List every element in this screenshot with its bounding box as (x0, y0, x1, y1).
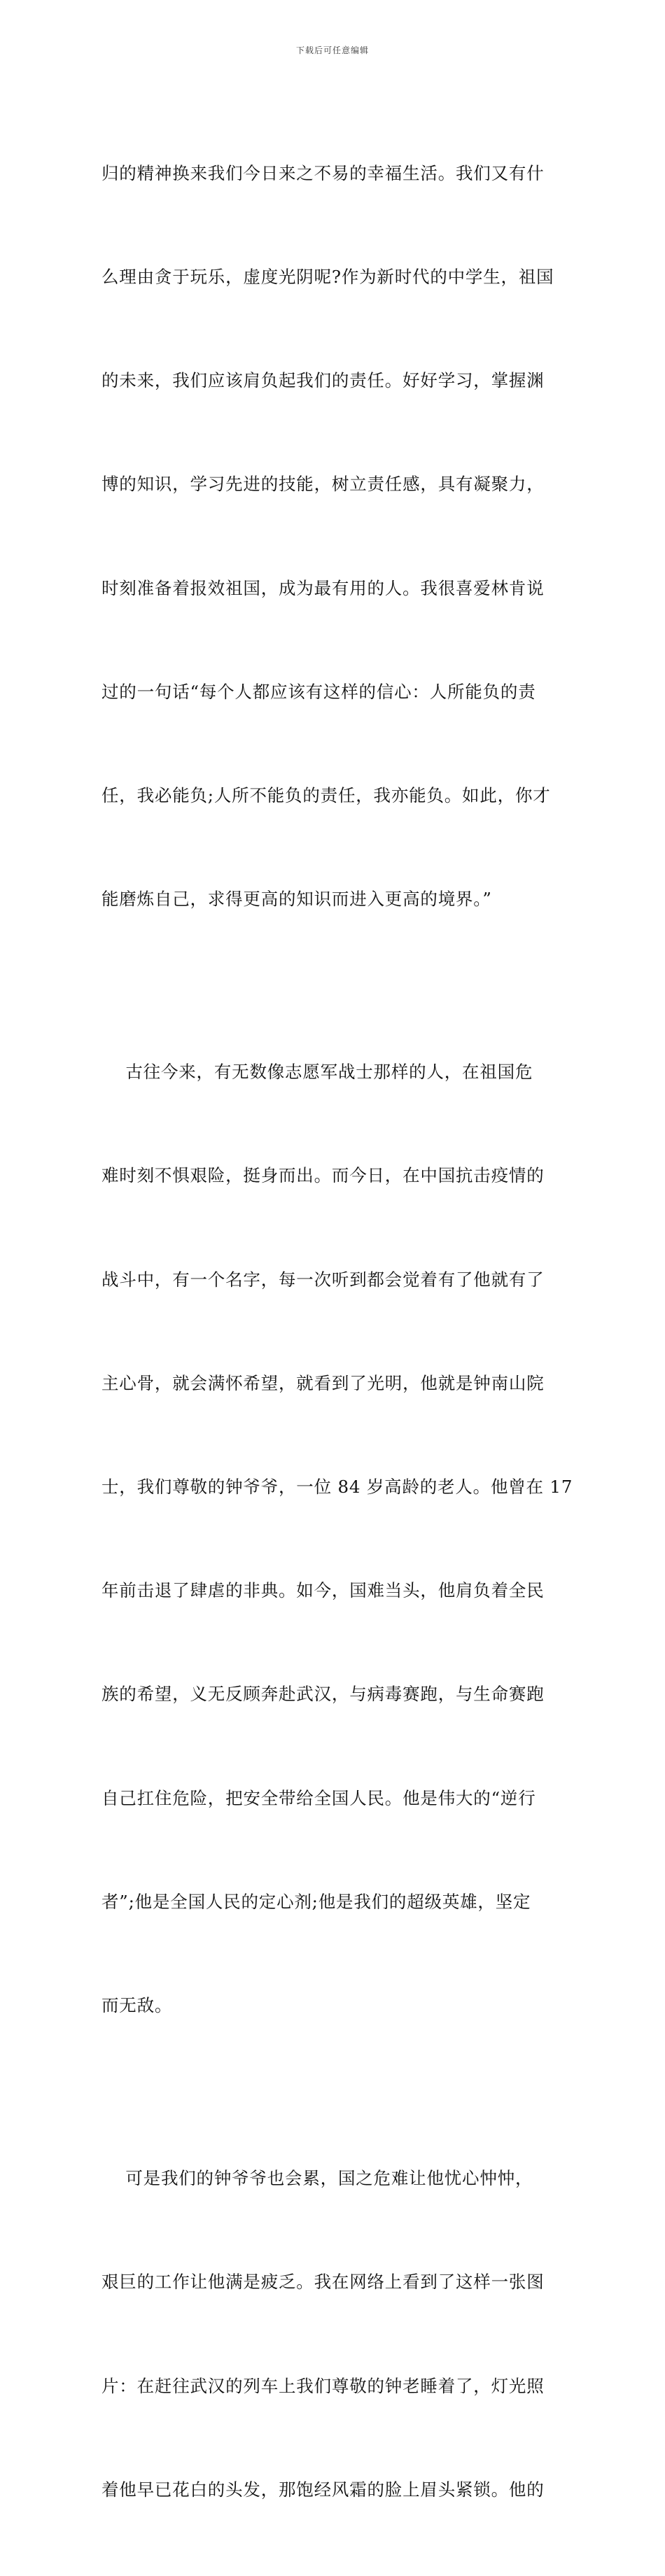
text-line: 的未来，我们应该肩负起我们的责任。好好学习，掌握渊 (102, 370, 545, 391)
text-line: 任，我必能负;人所不能负的责任，我亦能负。如此，你才 (102, 785, 551, 806)
paragraph-2 (102, 985, 573, 2092)
text-line: 艰巨的工作让他满是疲乏。我在网络上看到了这样一张图 (102, 2272, 545, 2293)
text-line: 片：在赶往武汉的列车上我们尊敬的钟老睡着了，灯光照 (102, 2375, 545, 2396)
text-line: 难时刻不惧艰险，挺身而出。而今日，在中国抗击疫情的 (102, 1165, 545, 1186)
text-line: 而无敌。 (102, 1995, 173, 2016)
text-line: 归的精神换来我们今日来之不易的幸福生活。我们又有什 (102, 162, 545, 183)
text-line: 能磨炼自己，求得更高的知识而进入更高的境界。” (102, 889, 492, 910)
text-line: 主心骨，就会满怀希望，就看到了光明，他就是钟南山院 (102, 1372, 545, 1393)
text-line: 自己扛住危险，把安全带给全国人民。他是伟大的“逆行 (102, 1787, 536, 1808)
text-line: 可是我们的钟爷爷也会累，国之危难让他忧心忡忡， (102, 2168, 533, 2189)
text-line: 族的希望，义无反顾奔赴武汉，与病毒赛跑，与生命赛跑 (102, 1684, 545, 1705)
text-line: 时刻准备着报效祖国，成为最有用的人。我很喜爱林肯说 (102, 577, 545, 598)
text-line: 者”;他是全国人民的定心剂;他是我们的超级英雄，坚定 (102, 1891, 531, 1912)
text-line: 博的知识，学习先进的技能，树立责任感，具有凝聚力， (102, 474, 545, 495)
text-line: 么理由贪于玩乐，虚度光阴呢?作为新时代的中学生，祖国 (102, 267, 554, 288)
text-line: 士，我们尊敬的钟爷爷，一位 84 岁高龄的老人。他曾在 17 (102, 1477, 573, 1498)
text-line: 过的一句话“每个人都应该有这样的信心：人所能负的责 (102, 681, 536, 702)
paragraph-3 (102, 2092, 564, 2576)
text-line: 古往今来，有无数像志愿军战士那样的人，在祖国危 (102, 1062, 533, 1083)
text-line: 战斗中，有一个名字，每一次听到都会觉着有了他就有了 (102, 1269, 545, 1290)
paragraph-1 (102, 87, 564, 985)
document-body (102, 87, 573, 2576)
text-line: 着他早已花白的头发，那饱经风霜的脸上眉头紧锁。他的 (102, 2479, 545, 2500)
text-line: 年前击退了肆虐的非典。如今，国难当头，他肩负着全民 (102, 1580, 545, 1601)
page-header-note: 下载后可任意编辑 (295, 45, 369, 55)
